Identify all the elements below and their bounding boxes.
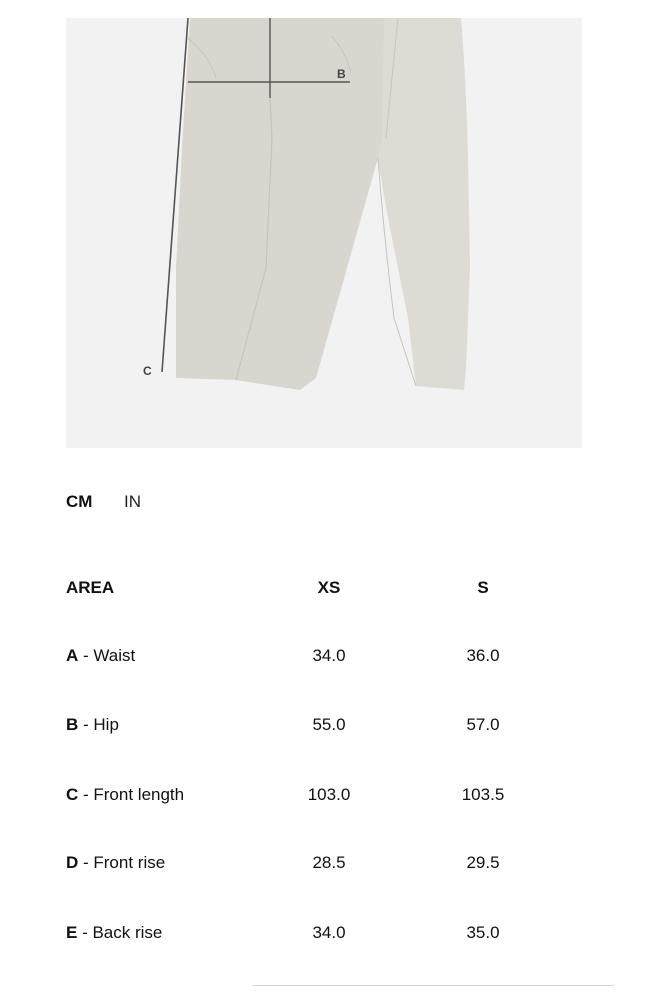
s-value: 29.5 xyxy=(466,853,500,872)
area-cell xyxy=(66,715,119,735)
area-letter: B xyxy=(66,715,79,734)
area-label: - Waist xyxy=(78,646,136,665)
area-label: - Front rise xyxy=(78,853,166,872)
area-letter: A xyxy=(66,646,79,665)
area-cell xyxy=(66,785,184,805)
unit-cm-option[interactable]: CM xyxy=(66,492,93,511)
measure-label-b: B xyxy=(337,67,346,81)
divider xyxy=(252,985,614,986)
s-value: 36.0 xyxy=(466,646,500,665)
area-letter: E xyxy=(66,923,78,942)
trousers-measurement-illustration xyxy=(66,18,582,448)
xs-value: 28.5 xyxy=(312,853,346,872)
s-value: 57.0 xyxy=(466,715,500,734)
measure-label-c: C xyxy=(143,364,152,378)
area-letter: D xyxy=(66,853,79,872)
area-label: - Back rise xyxy=(77,923,163,942)
xs-value: 103.0 xyxy=(307,785,351,804)
xs-value: 55.0 xyxy=(312,715,346,734)
area-letter: C xyxy=(66,785,79,804)
product-image xyxy=(66,18,582,448)
s-value: 103.5 xyxy=(461,785,505,804)
header-xs: XS xyxy=(317,578,341,597)
area-cell xyxy=(66,923,162,943)
header-area: AREA xyxy=(66,578,115,597)
s-value: 35.0 xyxy=(466,923,500,942)
xs-value: 34.0 xyxy=(312,646,346,665)
area-cell xyxy=(66,646,135,666)
unit-in-option[interactable]: IN xyxy=(124,492,141,511)
xs-value: 34.0 xyxy=(312,923,346,942)
header-s: S xyxy=(477,578,489,597)
area-cell xyxy=(66,853,165,873)
area-label: - Front length xyxy=(78,785,185,804)
area-label: - Hip xyxy=(78,715,119,734)
